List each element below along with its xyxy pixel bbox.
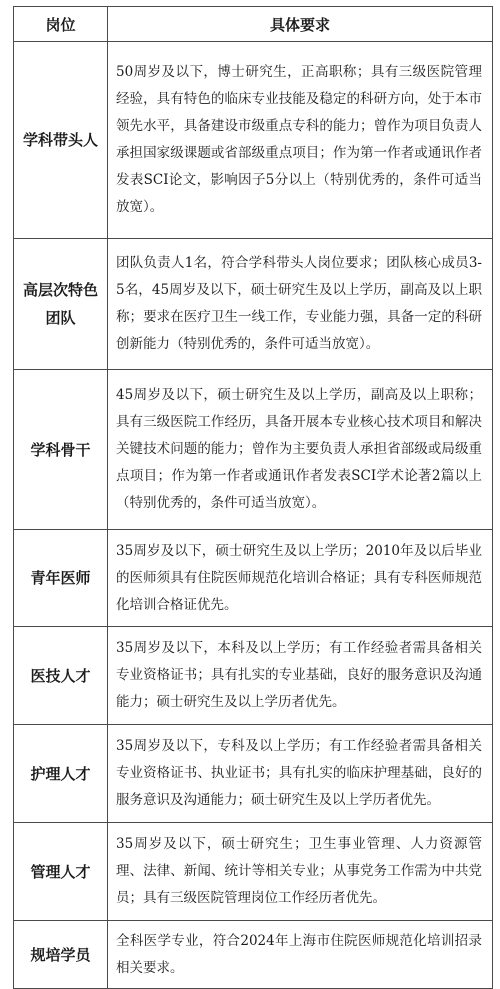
requirement-cell: 50周岁及以下，博士研究生，正高职称；具有三级医院管理经验，具有特色的临床专业技能及稳定的科研方向，处于本市领先水平，具备建设市级重点专科的能力；曾作为项目负责人承担国家级课题或省部级重点项目；作为第一作者或通讯作者发表SCI论文，影响因子5分以上（特别优秀的，条件可适当放宽）。: [108, 42, 493, 239]
role-cell: 护理人才: [14, 725, 108, 823]
table-row: [14, 823, 493, 921]
requirement-cell: 35周岁及以下，硕士研究生及以上学历；2010年及以后毕业的医师须具有住院医师规范化培训合格证；具有专科医师规范化培训合格证优先。: [108, 530, 493, 627]
table-row: [14, 921, 493, 989]
requirement-cell: 35周岁及以下，硕士研究生；卫生事业管理、人力资源管理、法律、新闻、统计等相关专业；从事党务工作需为中共党员；具有三级医院管理岗位工作经历者优先。: [108, 823, 493, 921]
requirement-cell: 35周岁及以下，本科及以上学历；有工作经验者需具备相关专业资格证书；具有扎实的专业基础，良好的服务意识及沟通能力；硕士研究生及以上学历者优先。: [108, 627, 493, 725]
role-cell: 医技人才: [14, 627, 108, 725]
table-row: [14, 370, 493, 530]
role-cell: 学科带头人: [14, 42, 108, 239]
table-header-row: [14, 7, 493, 42]
table-row: [14, 42, 493, 239]
requirements-table-wrapper: [13, 6, 492, 976]
requirement-cell: 45周岁及以下，硕士研究生及以上学历，副高及以上职称；具有三级医院工作经历，具备开展本专业核心技术项目和解决关键技术问题的能力；曾作为主要负责人承担省部级或局级重点项目；作为第一作者或通讯作者发表SCI学术论著2篇以上（特别优秀的，条件可适当放宽）。: [108, 370, 493, 530]
role-cell: 青年医师: [14, 530, 108, 627]
requirement-cell: 全科医学专业，符合2024年上海市住院医师规范化培训招录相关要求。: [108, 921, 493, 989]
table-row: [14, 627, 493, 725]
role-cell: 规培学员: [14, 921, 108, 989]
table-row: [14, 239, 493, 370]
role-cell: 学科骨干: [14, 370, 108, 530]
requirements-table: [13, 6, 493, 989]
role-cell: 管理人才: [14, 823, 108, 921]
table-row: [14, 725, 493, 823]
header-requirements: 具体要求: [108, 7, 493, 42]
requirement-cell: 团队负责人1名，符合学科带头人岗位要求；团队核心成员3-5名，45周岁及以下，硕士研究生及以上学历，副高及以上职称；要求在医疗卫生一线工作，专业能力强，具备一定的科研创新能力（特别优秀的，条件可适当放宽）。: [108, 239, 493, 370]
table-row: [14, 530, 493, 627]
requirement-cell: 35周岁及以下，专科及以上学历；有工作经验者需具备相关专业资格证书、执业证书；具有扎实的临床护理基础，良好的服务意识及沟通能力；硕士研究生及以上学历者优先。: [108, 725, 493, 823]
header-position: 岗位: [14, 7, 108, 42]
role-cell: 高层次特色团队: [14, 239, 108, 370]
